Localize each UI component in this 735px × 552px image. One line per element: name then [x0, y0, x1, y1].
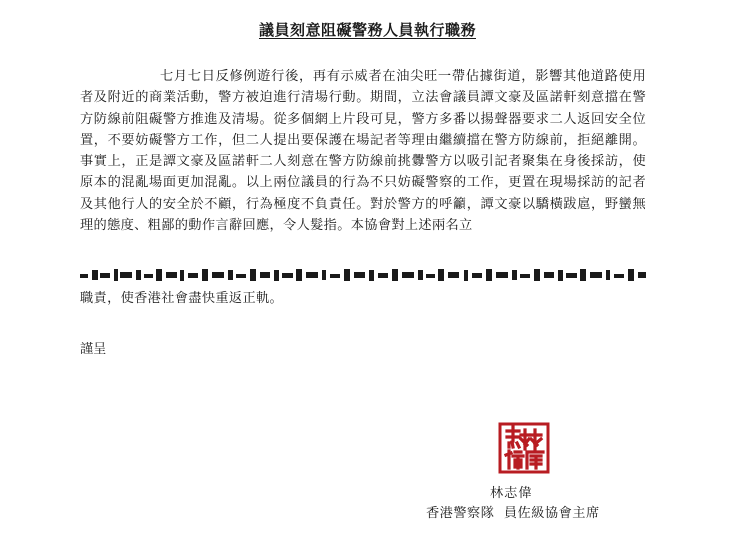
signatory-title: 香港警察隊 員佐級協會主席: [426, 506, 600, 521]
document-title: [0, 19, 735, 40]
red-seal-stamp: [497, 421, 551, 475]
body-paragraph-tail: 職責，使香港社會盡快重返正軌。: [80, 291, 284, 306]
obscured-text-line: [80, 268, 646, 282]
signatory-name: 林志偉: [490, 486, 533, 501]
body-paragraph: 七月七日反修例遊行後，再有示威者在油尖旺一帶佔據街道，影響其他道路使用者及附近的商業活動，警方被迫進行清場行動。期間，立法會議員譚文豪及區諾軒刻意擋在警方防線前阻礙警方推進及清場。從多個網上片段可見，警方多番以揚聲器要求二人返回安全位置，不要妨礙警方工作，但二人提出要保護在場記者等理由繼續擋在警方防線前，拒絕離開。事實上，正是譚文豪及區諾軒二人刻意在警方防線前挑釁警方以吸引記者聚集在身後採訪，使原本的混亂場面更加混亂。以上兩位議員的行為不只妨礙警察的工作，更置在現場採訪的記者及其他行人的安全於不顧，行為極度不負責任。對於警方的呼籲，譚文豪以驕橫跋扈，野蠻無理的態度、粗鄙的動作言辭回應，令人髮指。本協會對上述兩名立: [80, 69, 646, 234]
document-title-text: 議員刻意阻礙警務人員執行職務: [258, 21, 476, 39]
closing-salutation: 謹呈: [80, 342, 107, 357]
